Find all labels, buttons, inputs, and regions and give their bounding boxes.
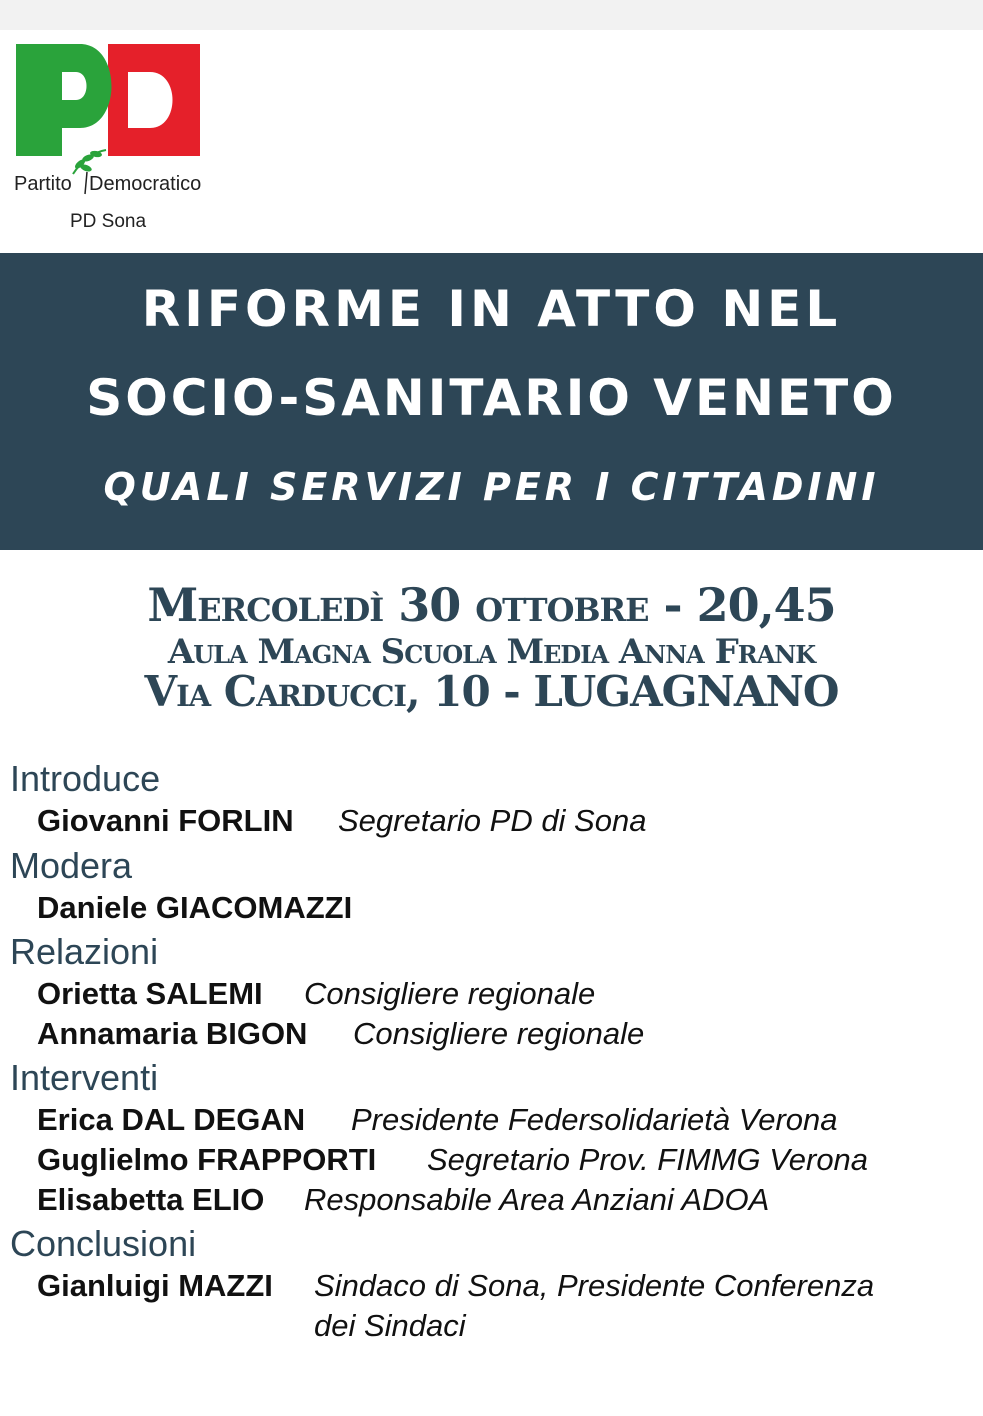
speaker-row — [37, 1268, 875, 1304]
pd-section-name: PD Sona — [69, 211, 147, 232]
speaker-name: Erica DAL DEGAN — [37, 1102, 306, 1137]
speaker-role: Consigliere regionale — [353, 1016, 645, 1051]
section-relazioni: Relazioni — [10, 931, 159, 972]
section-modera: Modera — [10, 845, 133, 886]
speaker-role: Segretario PD di Sona — [338, 803, 647, 838]
speaker-name: Giovanni FORLIN — [37, 803, 294, 838]
subtitle: QUALI SERVIZI PER I CITTADINI — [103, 465, 880, 509]
section-conclusioni: Conclusioni — [10, 1223, 197, 1264]
top-bar — [0, 0, 983, 30]
speaker-row — [37, 1102, 838, 1138]
party-name-right: Democratico — [89, 173, 202, 195]
speaker-row — [37, 1016, 645, 1052]
pd-logo — [10, 38, 205, 234]
title-line-2: SOCIO-SANITARIO VENETO — [86, 369, 897, 427]
speaker-row — [37, 1142, 869, 1178]
pd-logo-mark — [10, 38, 205, 234]
speaker-role: Responsabile Area Anziani ADOA — [304, 1182, 770, 1217]
speaker-row — [37, 976, 596, 1012]
speaker-role: Segretario Prov. FIMMG Verona — [427, 1142, 869, 1177]
speaker-role-line-2: dei Sindaci — [314, 1308, 466, 1343]
speaker-name: Elisabetta ELIO — [37, 1182, 265, 1217]
title-line-1: RIFORME IN ATTO NEL — [141, 280, 842, 338]
speaker-role: Consigliere regionale — [304, 976, 596, 1011]
event-date-time: Mercoledì 30 ottobre - 20,45 — [147, 578, 836, 632]
speaker-name: Orietta SALEMI — [37, 976, 263, 1011]
title-banner — [0, 253, 983, 550]
event-venue: Aula Magna Scuola Media Anna Frank — [167, 632, 816, 672]
section-interventi: Interventi — [10, 1057, 159, 1098]
speaker-row — [37, 890, 352, 926]
speaker-name: Daniele GIACOMAZZI — [37, 890, 353, 925]
party-name-left: Partito — [14, 173, 72, 195]
speaker-name: Gianluigi MAZZI — [37, 1268, 273, 1303]
event-address: Via Carducci, 10 - LUGAGNANO — [144, 667, 839, 716]
speaker-role: Presidente Federsolidarietà Verona — [351, 1102, 838, 1137]
speaker-role: Sindaco di Sona, Presidente Conferenza — [314, 1268, 875, 1303]
section-introduce: Introduce — [10, 758, 161, 799]
speaker-name: Annamaria BIGON — [37, 1016, 308, 1051]
speaker-row — [37, 803, 647, 839]
speaker-row — [37, 1182, 770, 1218]
speaker-name: Guglielmo FRAPPORTI — [37, 1142, 377, 1177]
